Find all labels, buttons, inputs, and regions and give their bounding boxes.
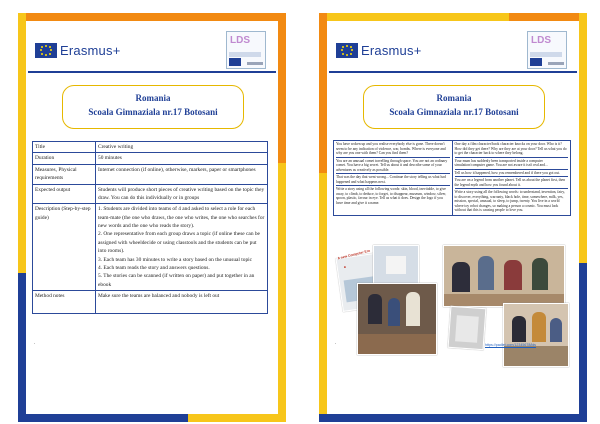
table-row: Expected output Students will produce short pieces of creative writing based on the topic they draw. You can do this individually or in groups	[33, 184, 268, 204]
frame-orange-left	[319, 13, 327, 173]
erasmus-logo	[35, 39, 120, 61]
lds-label: LDS	[230, 35, 250, 46]
topic-item: You are an unusual comet travelling through space. You are not an ordinary comet. You have a big secret. Tell us about it and describe some of your adventures as creatively as possible.	[336, 159, 450, 175]
padlet-link[interactable]: https://padlet.com/12345678/lds	[485, 343, 536, 347]
topic-item: One day a film character/book character knocks on your door. Who is it? How did they get there? Why are they are at your door? Tell us what you do to get the character back to where they belong.	[455, 142, 569, 158]
frame-orange-right	[278, 13, 286, 163]
frame-yellow-top	[319, 13, 509, 21]
frame-blue-left	[18, 273, 26, 422]
frame-yellow-left	[319, 173, 327, 422]
topic-item: Write a story using all the following words: to understand, invention, fairy, to discover, everything, warranty, black hole, time, somewhere, milk, yes, mission, special, unusual, to sleep, to jump, twenty. You live in a world where toy robot changes, so making a person a cosmic. You must look without that this is causing people to love you.	[454, 190, 565, 213]
classroom-photo-6	[503, 303, 569, 367]
erasmus-wordmark: Erasmus+	[361, 42, 422, 58]
school-title: Scoala Gimnaziala nr.17 Botosani	[389, 107, 519, 117]
lds-label: LDS	[531, 35, 551, 46]
header-rule	[28, 71, 276, 73]
topics-column-right	[453, 140, 572, 216]
header-rule	[329, 71, 577, 73]
country-title: Romania	[436, 93, 472, 103]
table-row: Title Creative writing	[33, 142, 268, 153]
page-marker: .	[335, 341, 337, 346]
photo-collage	[333, 245, 571, 373]
school-title: Scoala Gimnaziala nr.17 Botosani	[88, 107, 218, 117]
classroom-photo-1: ●	[335, 252, 388, 312]
table-row: Method notes Make sure the teams are balanced and nobody is left out	[33, 291, 268, 314]
eu-flag-icon	[336, 43, 358, 58]
erasmus-wordmark: Erasmus+	[60, 42, 121, 58]
collage-caption: A new Computer Era	[337, 248, 371, 261]
erasmus-logo	[336, 39, 421, 61]
page-marker: .	[34, 341, 36, 346]
classroom-photo-5	[448, 306, 487, 350]
topic-item: Your mum has suddenly been transported inside a computer simulation/computer game. You are not aware it isn't real and...	[455, 159, 569, 170]
classroom-photo-4	[443, 245, 565, 307]
topic-item: Write a story using all the following words: skin, blood, inevitable, to give away, to climb, to deduce, to forget, to disappear, museum, window, silver, spoon, plastic, favour in eye. Tell us what it does. Design the logo if you have time and give it a name.	[336, 187, 447, 205]
table-row: Measures, Physical requirements Internet connection (if online), otherwise, markers, paper or smartphones	[33, 164, 268, 184]
country-title: Romania	[135, 93, 171, 103]
topic-item: Tell us how it happened, how you remembered and if there you got out.	[455, 171, 569, 178]
topic-item: That was the day that went wrong... Continue the story telling us what had happened and what happens next.	[336, 175, 450, 186]
eu-flag-icon	[35, 43, 57, 58]
topic-item: You are on a legend from another planet. Tell us about the planet first, then the legend myth and how you found about it.	[455, 178, 569, 189]
topics-column-left	[333, 140, 453, 216]
frame-blue-bottom	[18, 414, 188, 422]
frame-orange-top-right	[509, 13, 587, 21]
frame-yellow-bottom	[188, 414, 286, 422]
left-page	[18, 13, 286, 422]
classroom-photo-3	[357, 283, 437, 355]
frame-yellow-right	[579, 13, 587, 263]
frame-orange-top	[18, 13, 286, 21]
lds-logo	[226, 31, 266, 69]
topic-item: You have woken up and you realise everybody else is gone. There doesn't seem to be any indication of violence, war, bombs. Where is everyone and why are you one with them? Can you find them?	[336, 142, 450, 158]
topics-table	[333, 140, 571, 216]
frame-yellow-left	[18, 13, 26, 273]
lds-logo	[527, 31, 567, 69]
frame-blue-bottom	[319, 414, 587, 422]
right-page	[319, 13, 587, 422]
table-row: Duration 50 minutes	[33, 153, 268, 164]
frame-blue-right	[579, 263, 587, 422]
activity-table	[32, 141, 268, 314]
table-row: Description (Step-by-step guide) 1. Students are divided into teams of 4 and asked to select a role for each team-mate (the one who draws, the one who writes, the one who searches for new words and the one who reads the story). 2. One representative from each group draws a topic (if online these can be assigned with wheeldecide or using classtools and the students can be put into rooms). 3. Each team has 30 minutes to write a story based on the unusual topic 4. Each team reads the story and answers questions. 5. The stories can be scanned (if written on paper) and put together in an ebook	[33, 204, 268, 291]
frame-yellow-right	[278, 163, 286, 422]
classroom-photo-2	[373, 245, 419, 287]
school-header	[62, 85, 244, 129]
school-header	[363, 85, 545, 129]
